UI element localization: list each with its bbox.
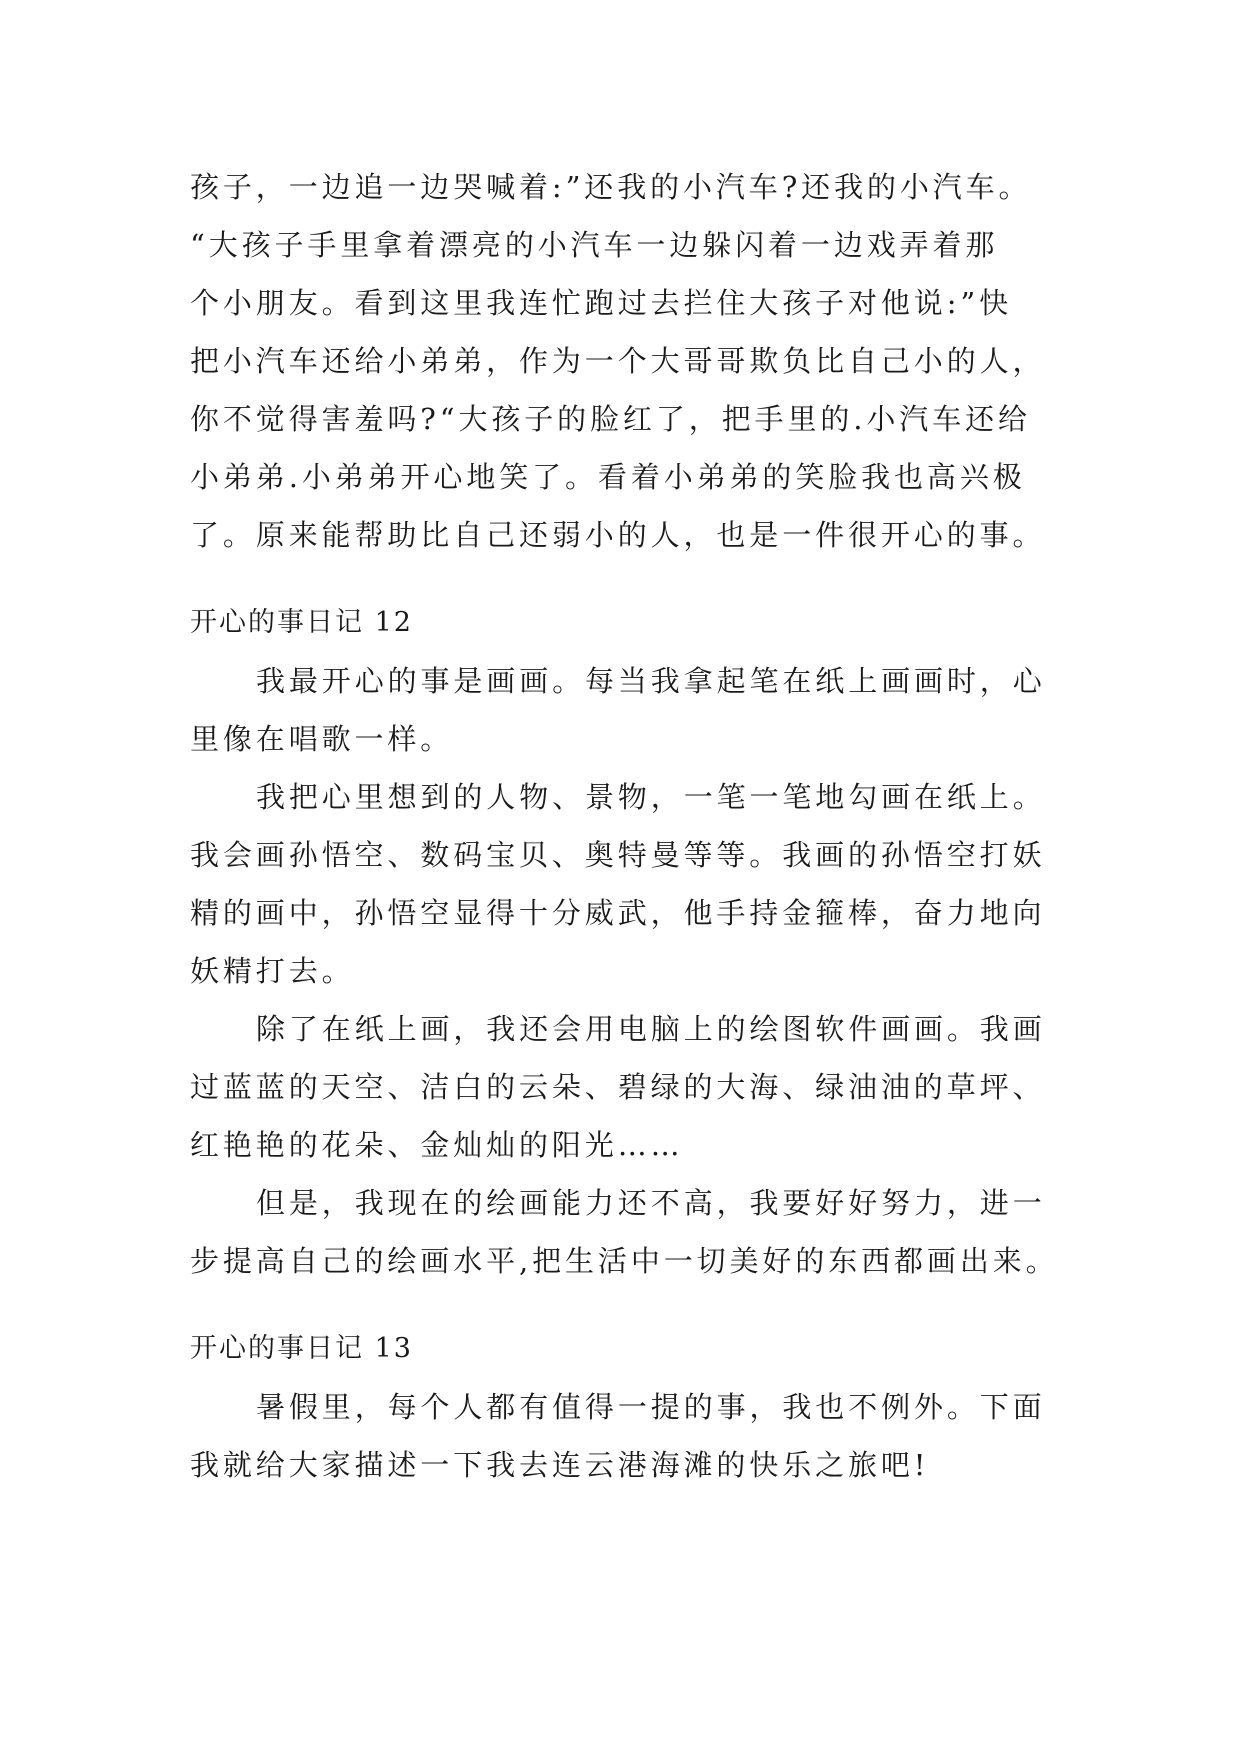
section-gap <box>190 564 1070 594</box>
diary-entry-13 <box>190 1320 1070 1494</box>
diary-entry-12 <box>190 594 1070 1290</box>
document-body <box>190 158 1070 1494</box>
paragraph <box>190 1000 1070 1174</box>
text-line: 步提高自己的绘画水平,把生活中一切美好的东西都画出来。 <box>190 1244 1059 1278</box>
text-line: 除了在纸上画，我还会用电脑上的绘图软件画画。我画 <box>256 1012 1046 1046</box>
paragraph <box>190 652 1070 768</box>
text-line: 暑假里，每个人都有值得一提的事，我也不例外。下面 <box>256 1390 1046 1424</box>
text-line: 了。原来能帮助比自己还弱小的人，也是一件很开心的事。 <box>190 518 1046 552</box>
section-gap <box>190 1290 1070 1320</box>
text-line: 但是，我现在的绘画能力还不高，我要好好努力，进一 <box>256 1186 1046 1220</box>
text-line: 我会画孙悟空、数码宝贝、奥特曼等等。我画的孙悟空打妖 <box>190 838 1046 872</box>
entry-title: 开心的事日记 12 <box>190 607 413 638</box>
paragraph <box>190 768 1070 1000</box>
previous-diary-continuation <box>190 158 1070 564</box>
text-line: 我把心里想到的人物、景物，一笔一笔地勾画在纸上。 <box>256 780 1046 814</box>
text-line: 我就给大家描述一下我去连云港海滩的快乐之旅吧! <box>190 1448 930 1482</box>
text-line: 过蓝蓝的天空、洁白的云朵、碧绿的大海、绿油油的草坪、 <box>190 1070 1046 1104</box>
text-line: 我最开心的事是画画。每当我拿起笔在纸上画画时，心 <box>256 664 1046 698</box>
entry-title: 开心的事日记 13 <box>190 1333 413 1364</box>
paragraph <box>190 1174 1070 1290</box>
text-line: 个小朋友。看到这里我连忙跑过去拦住大孩子对他说:”快 <box>190 286 1012 320</box>
text-line: 妖精打去。 <box>190 954 355 988</box>
text-line: 你不觉得害羞吗?“大孩子的脸红了，把手里的.小汽车还给 <box>190 402 1031 436</box>
text-line: 小弟弟.小弟弟开心地笑了。看着小弟弟的笑脸我也高兴极 <box>190 460 1026 494</box>
text-line: “大孩子手里拿着漂亮的小汽车一边躲闪着一边戏弄着那 <box>190 228 999 262</box>
text-line: 红艳艳的花朵、金灿灿的阳光…… <box>190 1128 684 1162</box>
text-line: 里像在唱歌一样。 <box>190 722 454 756</box>
text-line: 孩子，一边追一边哭喊着:”还我的小汽车?还我的小汽车。 <box>190 170 1032 204</box>
text-line: 精的画中，孙悟空显得十分威武，他手持金箍棒，奋力地向 <box>190 896 1046 930</box>
text-line: 把小汽车还给小弟弟，作为一个大哥哥欺负比自己小的人， <box>190 344 1046 378</box>
paragraph <box>190 1378 1070 1494</box>
